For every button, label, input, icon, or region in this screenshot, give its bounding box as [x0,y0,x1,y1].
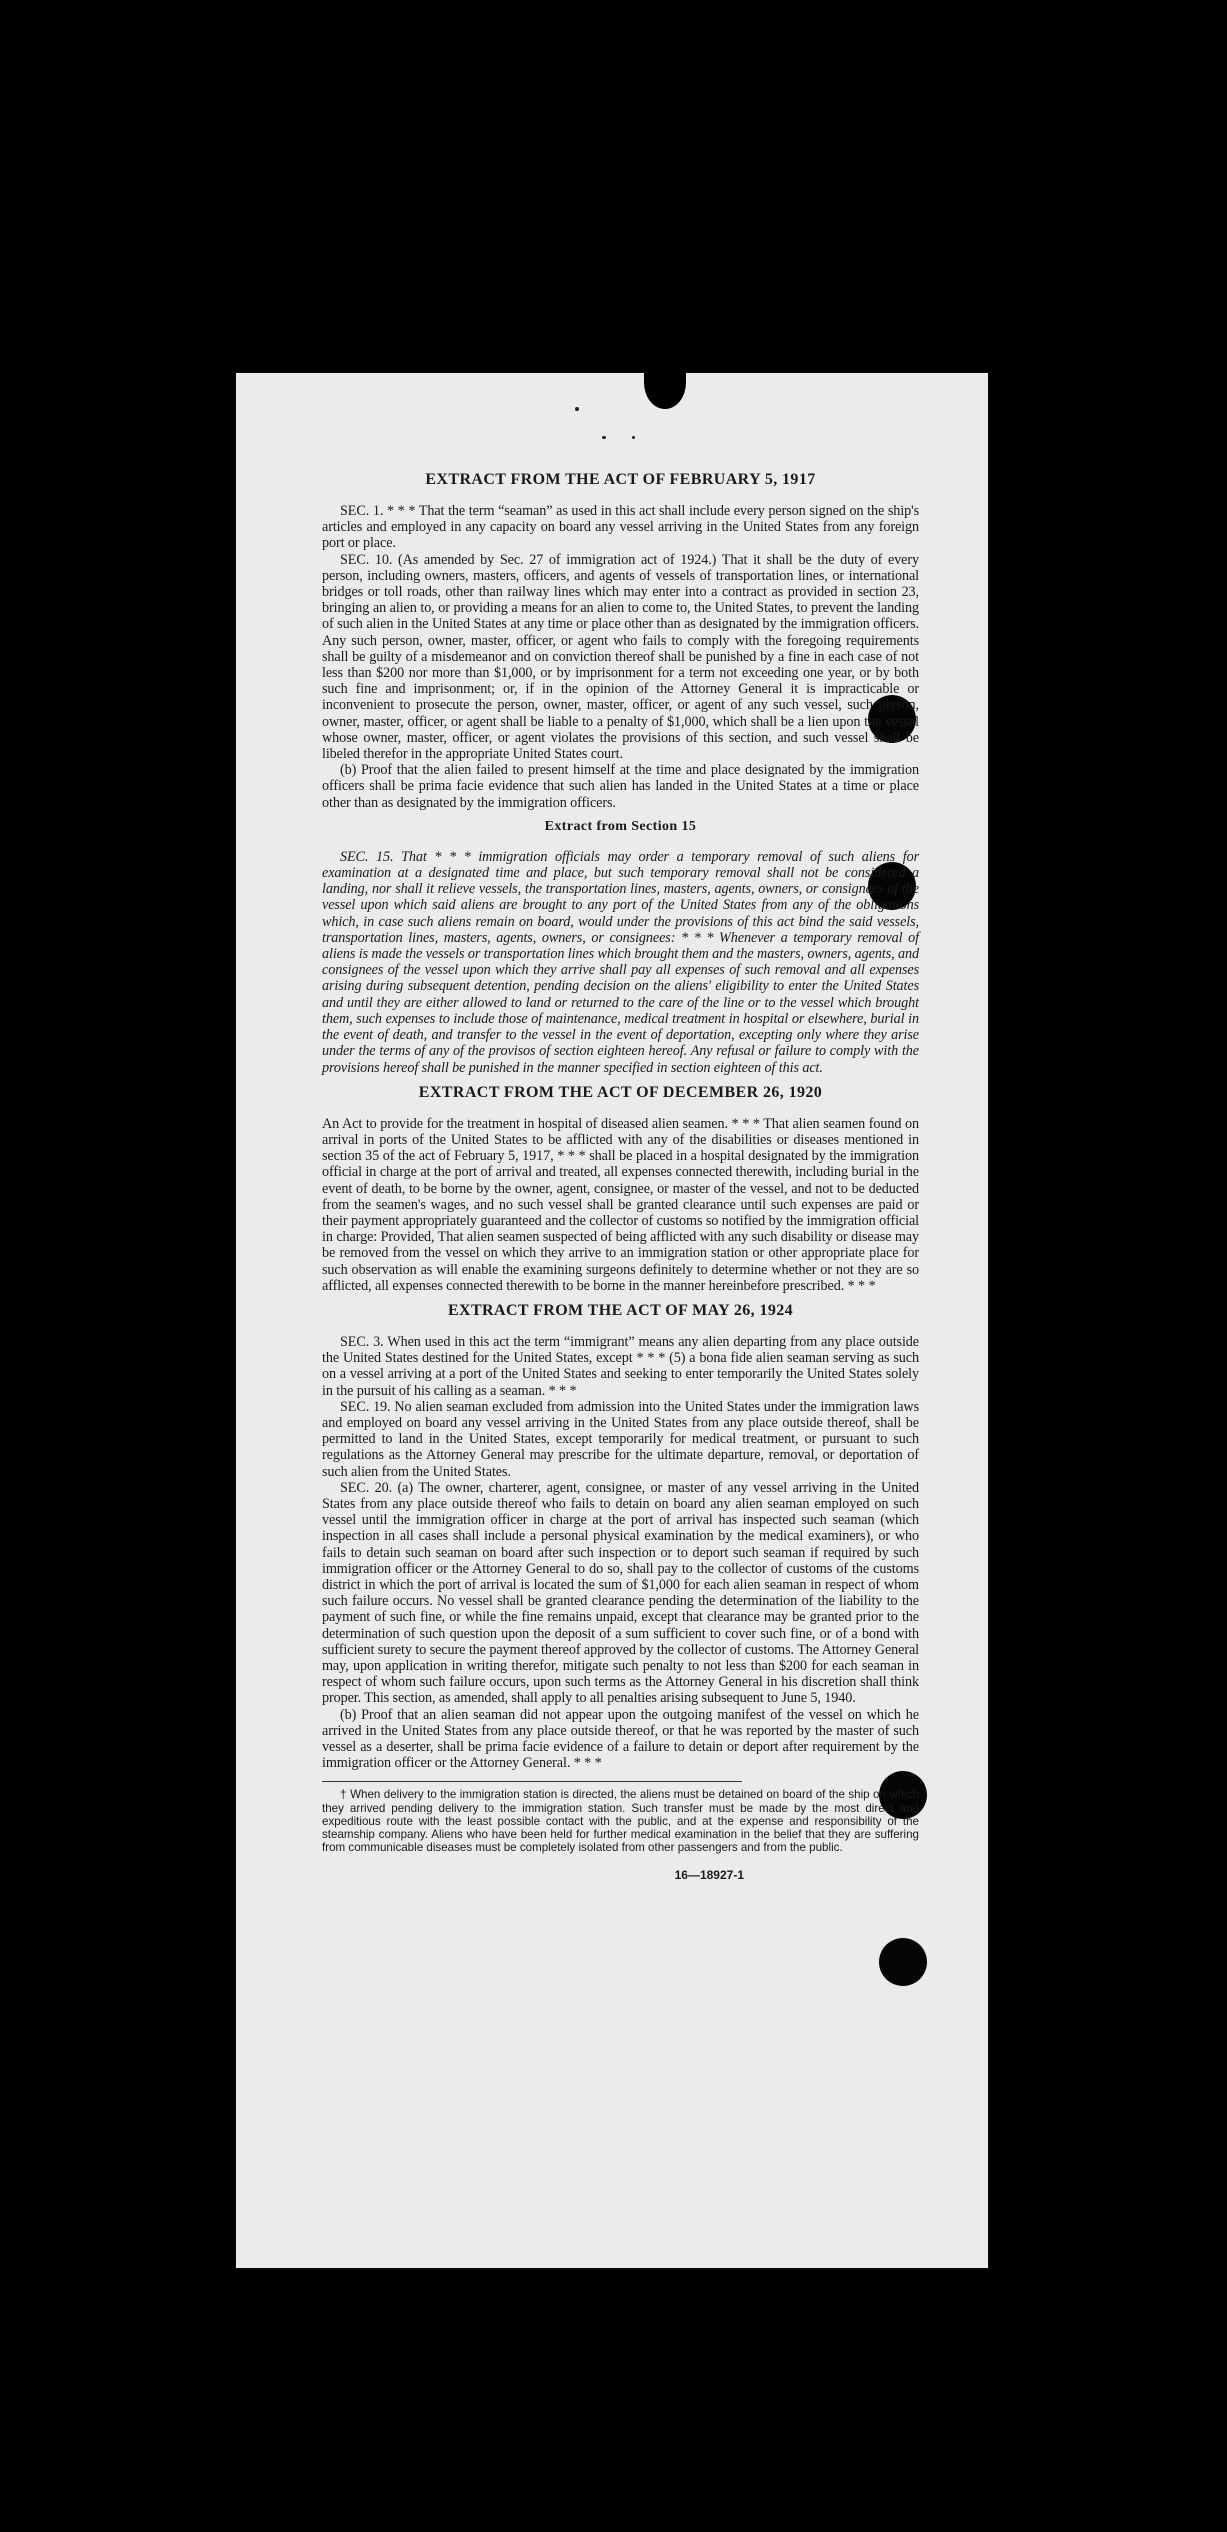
heading-act-1920: EXTRACT FROM THE ACT OF DECEMBER 26, 1920 [418,1083,823,1101]
section-1-text: SEC. 1. * * * That the term “seaman” as used in this act shall include every person signed on the ship's articles and employed in any capacity on board any vessel arriving in the United States from any foreign port or place. [322,503,919,552]
page-notch [644,371,686,409]
section-20a-text: SEC. 20. (a) The owner, charterer, agent, consignee, or master of any vessel arriving in the United States from any place outside thereof who fails to detain on board any alien seaman employed on such vessel until the immigration officer in charge at the port of arrival has inspected such seaman (which inspection in all cases shall include a personal physical examination by the medical examiners), or who fails to detain such seaman on board after such inspection or to deport such seaman if required by such immigration officer or the Attorney General to do so, shall pay to the collector of customs of the customs district in which the port of arrival is located the sum of $1,000 for each alien seaman in respect of whom such failure occurs. No vessel shall be granted clearance pending the determination of the liability to the payment of such fine, or while the fine remains unpaid, except that clearance may be granted prior to the determination of such question upon the deposit of a sum sufficient to cover such fine, or of a bond with sufficient surety to secure the payment thereof approved by the collector of customs. The Attorney General may, upon application in writing therefor, mitigate such penalty to not less than $200 for each seaman in respect of whom such failure occurs, upon such terms as the Attorney General in his discretion shall think proper. This section, as amended, shall apply to all penalties arising subsequent to June 5, 1940. [322,1479,919,1707]
section-15-text: SEC. 15. That * * * immigration officials may order a temporary removal of such aliens for examination at a designated time and place, but such temporary removal shall not be considered a landing, nor shall it relieve vessels, the transportation lines, masters, agents, owners, or consignees of the vessel upon which said aliens are brought to any port of the United States from any of the obligations which, in case such aliens remain on board, would under the provisions of this act bind the said vessels, transportation lines, masters, agents, owners, or consignees: * * * Whenever a temporary removal of aliens is made the vessels or transportation lines which brought them and the masters, owners, agents, and consignees of the vessel upon which they arrive shall pay all expenses of such removal and all expenses arising during subsequent detention, pending decision on the aliens' eligibility to enter the United States and until they are either allowed to land or returned to the care of the line or to the vessel which brought them, such expenses to include those of maintenance, medical treatment in hospital or elsewhere, burial in the event of death, and transfer to the vessel in the event of deportation, excepting only where they arise under the terms of any of the provisos of section eighteen hereof. Any refusal or failure to comply with the provisions hereof shall be punished in the manner specified in section eighteen of this act. [322,848,919,1076]
section-19-text: SEC. 19. No alien seaman excluded from admission into the United States under the immigration laws and employed on board any vessel arriving in the United States from any place outside thereof, shall be permitted to land in the United States, except temporarily for medical treatment, or pursuant to such regulations as the Attorney General may prescribe for the ultimate departure, removal, or deportation of such alien from the United States. [322,1398,919,1480]
punch-hole [879,1938,927,1986]
heading-act-1924: EXTRACT FROM THE ACT OF MAY 26, 1924 [447,1301,794,1319]
footnote-text: † When delivery to the immigration station is directed, the aliens must be detained on board of the ship on which they arrived pending delivery to the immigration station. Such transfer must be made by the most direct and expeditious route with the least possible contact with the public, and at the expense and responsibility of the steamship company. Aliens who have been held for further medical examination in the belief that they are suffering from communicable diseases must be completely isolated from other passengers and from the public. [322,1788,919,1855]
act-1920-text: An Act to provide for the treatment in hospital of diseased alien seamen. * * * That alien seamen found on arrival in ports of the United States to be afflicted with any of the disabilities or diseases mentioned in section 35 of the act of February 5, 1917, * * * shall be placed in a hospital designated by the immigration official in charge at the port of arrival and treated, all expenses connected therewith, including burial in the event of death, to be borne by the owner, agent, consignee, or master of the vessel, and not to be deducted from the seamen's wages, and no such vessel shall be granted clearance until such expenses are paid or their payment appropriately guaranteed and the collector of customs so notified by the immigration official in charge: Provided, That alien seamen suspected of being afflicted with any such disability or disease may be removed from the vessel on which they arrive to an immigration station or other appropriate place for such observation as will enable the examining surgeons definitely to determine whether or not they are so afflicted, all expenses connected therewith to be borne in the manner hereinbefore prescribed. * * * [322,1115,919,1294]
section-10b-text: (b) Proof that the alien failed to present himself at the time and place designated by the immigration officers shall be prima facie evidence that such alien has landed in the United States at a time or place other than as designated by the immigration officers. [322,762,919,811]
speck-mark [602,436,606,439]
footnote-divider [322,1781,742,1782]
section-3-text: SEC. 3. When used in this act the term “immigrant” means any alien departing from any place outside the United States destined for the United States, except * * * (5) a bona fide alien seaman serving as such on a vessel arriving at a port of the United States and seeking to enter temporarily the United States solely in the pursuit of his calling as a seaman. * * * [322,1333,919,1399]
heading-section-15: Extract from Section 15 [544,818,697,834]
heading-act-1917: EXTRACT FROM THE ACT OF FEBRUARY 5, 1917 [425,471,816,488]
section-10-text: SEC. 10. (As amended by Sec. 27 of immigration act of 1924.) That it shall be the duty of every person, including owners, masters, officers, and agents of vessels of transportation lines, or international bridges or toll roads, other than railway lines which may enter into a contract as provided in section 23, bringing an alien to, or providing a means for an alien to come to, the United States, to prevent the landing of such alien in the United States at any time or place other than as designated by the immigration officers. Any such person, owner, master, officer, or agent who fails to comply with the foregoing requirements shall be guilty of a misdemeanor and on conviction thereof shall be punished by a fine in each case of not less than $200 nor more than $1,000, or by imprisonment for a term not exceeding one year, or by both such fine and imprisonment; or, if in the opinion of the Attorney General it is impracticable or inconvenient to prosecute the person, owner, master, officer, or agent of any such vessel, such person, owner, master, officer, or agent shall be liable to a penalty of $1,000, which shall be a lien upon the vessel whose owner, master, officer, or agent violates the provisions of this section, and such vessel shall be libeled therefor in the appropriate United States court. [322,551,919,763]
section-20b-text: (b) Proof that an alien seaman did not appear upon the outgoing manifest of the vessel on which he arrived in the United States from any place outside thereof, or that he was reported by the master of such vessel as a deserter, shall be prima facie evidence of a failure to detain or deport after requirement by the immigration officer or the Attorney General. * * * [322,1706,919,1772]
speck-mark [575,407,579,411]
speck-mark [632,436,635,439]
document-page [236,373,988,2268]
document-body [322,471,919,1882]
form-code: 16—18927-1 [674,1868,744,1883]
